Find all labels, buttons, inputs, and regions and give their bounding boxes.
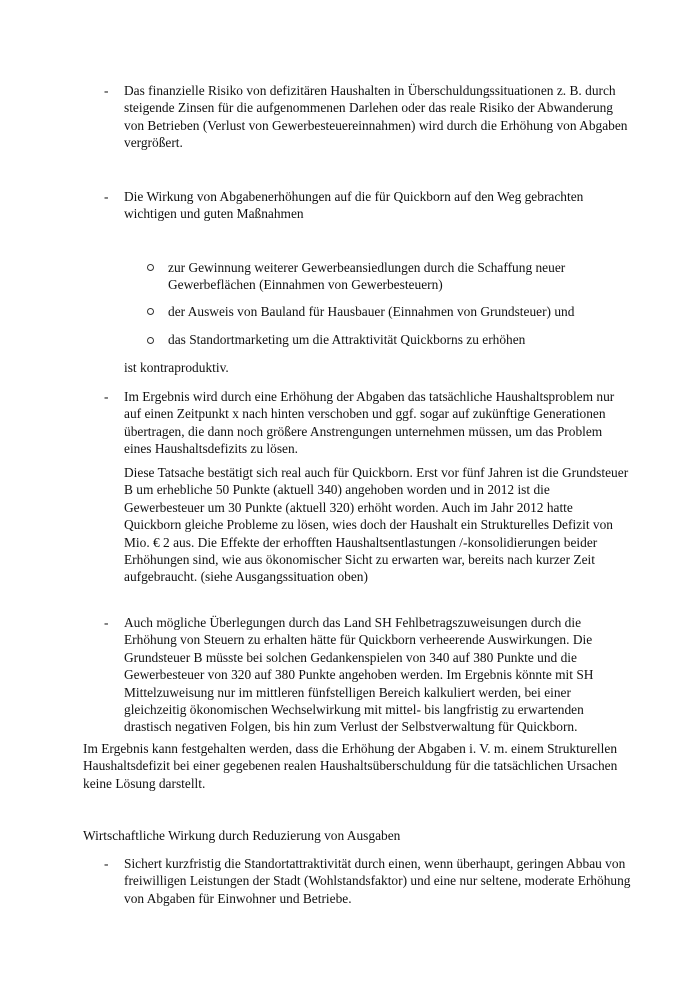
circle-bullet-icon xyxy=(147,337,154,344)
bullet-dash: - xyxy=(104,389,109,404)
sub-bullet-commercial: zur Gewinnung weiterer Gewerbeansiedlungen durch die Schaffung neuer Gewerbeflächen (Einnahmen von Gewerbesteuern) xyxy=(168,260,566,293)
conclusion-paragraph: Im Ergebnis kann festgehalten werden, dass die Erhöhung der Abgaben i. V. m. einem Strukturellen Haushaltsdefizit bei einer gegebenen realen Haushaltsüberschuldung für die tatsächlichen Ursachen keine Lösung darstellt. xyxy=(83,741,618,791)
bullet-dash: - xyxy=(104,856,109,871)
bullet-effect-conclusion: ist kontraproduktiv. xyxy=(124,360,229,375)
bullet-result-text: Im Ergebnis wird durch eine Erhöhung der Abgaben das tatsächliche Haushaltsproblem nur auf einen Zeitpunkt x nach hinten verschoben und ggf. sogar auf zukünftige Generationen übertragen, die dann noch größere Anstrengungen unternehmen müssen, um das Problem eines Haushaltsdefizits zu lösen. xyxy=(124,389,615,457)
bullet-dash: - xyxy=(104,83,109,98)
circle-bullet-icon xyxy=(147,308,154,315)
bullet-dash: - xyxy=(104,189,109,204)
circle-bullet-icon xyxy=(147,264,154,271)
section-bullet-text: Sichert kurzfristig die Standortattraktivität durch einen, wenn überhaupt, geringen Abbau von freiwilligen Leistungen der Stadt (Wohlstandsfaktor) und eine nur seltene, moderate Erhöhung von Abgaben für Einwohner und Betriebe. xyxy=(124,856,631,906)
bullet-result-paragraph: Diese Tatsache bestätigt sich real auch für Quickborn. Erst vor fünf Jahren ist die Grundsteuer B um erhebliche 50 Punkte (aktuell 340) angehoben worden und in 2012 ist die Gewerbesteuer um 30 Punkte (aktuell 320) erhöht worden. Auch im Jahr 2012 hatte Quickborn gleiche Probleme zu lösen, wies doch der Haushalt ein Strukturelles Defizit von Mio. € 2 aus. Die Effekte der erhofften Haushaltsentlastungen /-konsolidierungen beider Erhöhungen sind, wie aus ökonomischer Sicht zu erwarten war, bereits nach kurzer Zeit aufgebraucht. (siehe Ausgangssituation oben) xyxy=(124,465,629,585)
bullet-effect-text: Die Wirkung von Abgabenerhöhungen auf die für Quickborn auf den Weg gebrachten wichtigen und guten Maßnahmen xyxy=(124,189,584,222)
section-heading: Wirtschaftliche Wirkung durch Reduzierung von Ausgaben xyxy=(83,828,401,843)
bullet-dash: - xyxy=(104,615,109,630)
bullet-state-text: Auch mögliche Überlegungen durch das Land SH Fehlbetragszuweisungen durch die Erhöhung von Steuern zu erhalten hätte für Quickborn verheerende Auswirkungen. Die Grundsteuer B müsste bei solchen Gedankenspielen von 340 auf 380 Punkte und die Gewerbesteuer von 320 auf 380 Punkte angehoben werden. Im Ergebnis könnte mit SH Mittelzuweisung nur im mittleren fünfstelligen Bereich kalkuliert werden, bei einer gleichzeitig ökonomischen Wechselwirkung mit mittel- bis langfristig zu erwartenden drastisch negativen Folgen, bis hin zum Verlust der Selbstverwaltung für Quickborn. xyxy=(124,615,594,735)
sub-bullet-building-land: der Ausweis von Bauland für Hausbauer (Einnahmen von Grundsteuer) und xyxy=(168,304,575,319)
bullet-risk-text: Das finanzielle Risiko von defizitären Haushalten in Überschuldungssituationen z. B. durch steigende Zinsen für die aufgenommenen Darlehen oder das reale Risiko der Abwanderung von Betrieben (Verlust von Gewerbesteuereinnahmen) wird durch die Erhöhung von Abgaben vergrößert. xyxy=(124,83,628,151)
sub-bullet-marketing: das Standortmarketing um die Attraktivität Quickborns zu erhöhen xyxy=(168,332,526,347)
